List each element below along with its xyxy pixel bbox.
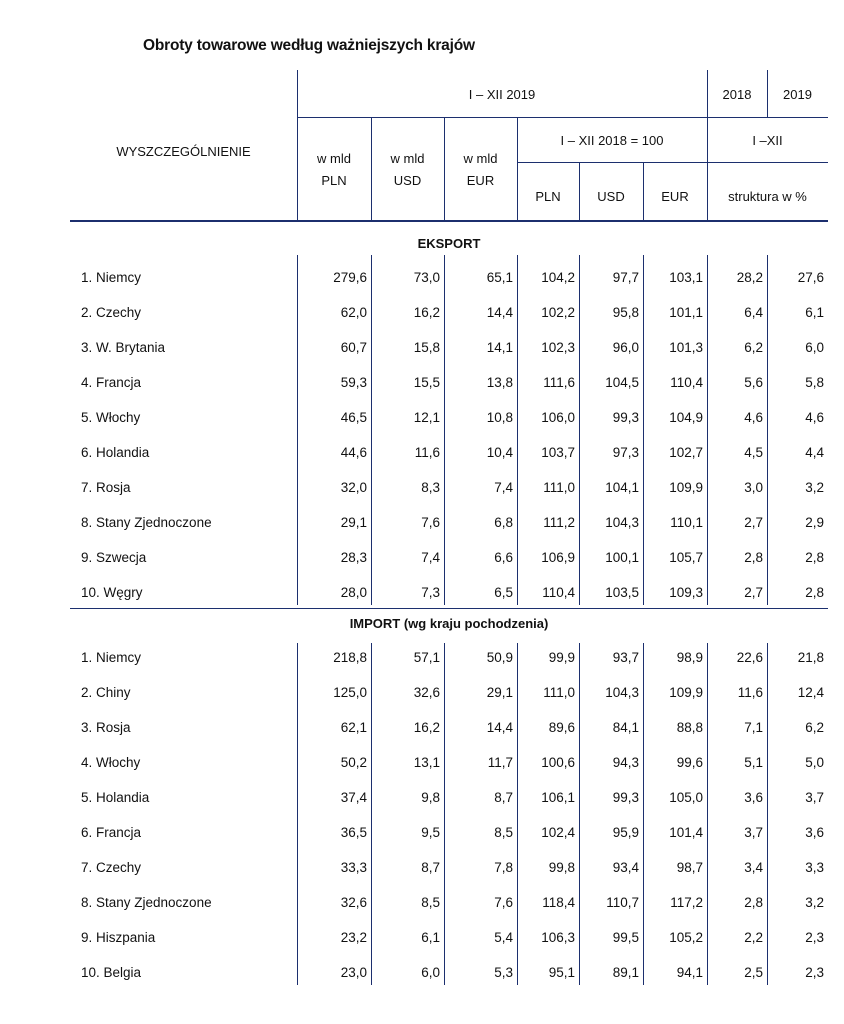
country-name: 8. Stany Zjednoczone: [81, 515, 212, 530]
column-divider: [517, 643, 518, 985]
table-row: [70, 685, 828, 705]
table-cell: 2,3: [805, 965, 824, 980]
table-cell: 6,6: [494, 550, 513, 565]
table-cell: 3,3: [805, 860, 824, 875]
header-value-eur: w mld EUR: [463, 151, 498, 188]
country-name: 5. Holandia: [81, 790, 150, 805]
table-cell: 102,7: [669, 445, 703, 460]
table-cell: 103,5: [605, 585, 639, 600]
table-cell: 125,0: [333, 685, 367, 700]
header-divider: [297, 70, 298, 220]
table-cell: 3,2: [805, 895, 824, 910]
table-cell: 14,1: [486, 340, 513, 355]
table-cell: 95,8: [612, 305, 639, 320]
table-row: [70, 445, 828, 465]
column-divider: [371, 255, 372, 605]
table-row: [70, 650, 828, 670]
table-cell: 11,7: [487, 755, 513, 770]
table-cell: 97,7: [612, 270, 639, 285]
table-cell: 7,6: [421, 515, 440, 530]
header-index-usd: USD: [597, 189, 625, 204]
column-divider: [643, 255, 644, 605]
table-cell: 93,4: [612, 860, 639, 875]
table-cell: 6,1: [421, 930, 440, 945]
table-cell: 21,8: [797, 650, 824, 665]
table-cell: 16,2: [413, 720, 440, 735]
table-cell: 100,1: [605, 550, 639, 565]
table-title: Obroty towarowe według ważniejszych krajów: [143, 37, 475, 54]
table-cell: 8,3: [421, 480, 440, 495]
table-cell: 111,2: [543, 515, 575, 530]
table-cell: 32,6: [340, 895, 367, 910]
country-name: 1. Niemcy: [81, 650, 142, 665]
country-name: 7. Czechy: [81, 860, 142, 875]
table-cell: 89,6: [548, 720, 575, 735]
table-cell: 89,1: [612, 965, 639, 980]
table-cell: 9,5: [421, 825, 440, 840]
table-cell: 6,8: [494, 515, 513, 530]
table-cell: 103,7: [541, 445, 575, 460]
table-cell: 218,8: [333, 650, 367, 665]
country-name: 10. Węgry: [81, 585, 143, 600]
table-cell: 2,8: [805, 550, 824, 565]
table-cell: 37,4: [340, 790, 367, 805]
table-row: [70, 755, 828, 775]
table-cell: 28,0: [340, 585, 367, 600]
header-divider: [371, 117, 372, 220]
table-cell: 28,3: [340, 550, 367, 565]
table-cell: 102,2: [541, 305, 575, 320]
table-cell: 2,9: [805, 515, 824, 530]
table-cell: 65,1: [486, 270, 513, 285]
table-cell: 3,6: [805, 825, 824, 840]
header-year-2018: 2018: [722, 87, 752, 102]
table-row: [70, 930, 828, 950]
table-row: [70, 375, 828, 395]
table-cell: 6,1: [805, 305, 824, 320]
table-cell: 7,4: [494, 480, 513, 495]
table-cell: 5,0: [805, 755, 824, 770]
table-cell: 111,6: [543, 375, 575, 390]
table-cell: 102,4: [541, 825, 575, 840]
table-cell: 105,0: [669, 790, 703, 805]
country-name: 7. Rosja: [81, 480, 131, 495]
column-divider: [371, 643, 372, 985]
country-name: 2. Czechy: [81, 305, 142, 320]
table-cell: 7,1: [744, 720, 763, 735]
table-cell: 5,3: [494, 965, 513, 980]
country-name: 5. Włochy: [81, 410, 141, 425]
table-cell: 2,8: [744, 895, 763, 910]
table-cell: 3,7: [744, 825, 763, 840]
table-cell: 104,2: [541, 270, 575, 285]
table-cell: 11,6: [737, 685, 763, 700]
table-cell: 57,1: [413, 650, 440, 665]
table-cell: 106,0: [541, 410, 575, 425]
table-cell: 23,0: [340, 965, 367, 980]
table-cell: 7,4: [421, 550, 440, 565]
table-row: [70, 790, 828, 810]
table-cell: 117,2: [670, 895, 703, 910]
column-divider: [444, 643, 445, 985]
country-name: 3. Rosja: [81, 720, 131, 735]
header-value-pln: w mld PLN: [317, 151, 351, 188]
table-cell: 4,6: [805, 410, 824, 425]
table-cell: 109,3: [669, 585, 703, 600]
table-cell: 10,8: [486, 410, 513, 425]
table-cell: 73,0: [413, 270, 440, 285]
section-separator: [70, 608, 828, 609]
table-cell: 5,8: [805, 375, 824, 390]
table-cell: 28,2: [736, 270, 763, 285]
table-cell: 110,7: [606, 895, 639, 910]
section-title: EKSPORT: [417, 236, 481, 251]
table-row: [70, 480, 828, 500]
table-cell: 11,6: [414, 445, 440, 460]
table-cell: 5,6: [744, 375, 763, 390]
column-divider: [579, 255, 580, 605]
header-value-usd: w mld USD: [390, 151, 425, 188]
table-row: [70, 860, 828, 880]
header-divider: [444, 117, 445, 220]
header-divider: [517, 117, 518, 220]
table-cell: 88,8: [676, 720, 703, 735]
table-cell: 111,0: [543, 685, 575, 700]
table-cell: 99,3: [612, 410, 639, 425]
header-structure-period: I –XII: [752, 133, 783, 148]
table-cell: 2,7: [744, 515, 763, 530]
table-cell: 99,5: [612, 930, 639, 945]
header-rule: [517, 162, 828, 163]
table-cell: 5,4: [494, 930, 513, 945]
table-cell: 60,7: [340, 340, 367, 355]
table-cell: 104,9: [669, 410, 703, 425]
table-cell: 50,9: [486, 650, 513, 665]
table-cell: 13,8: [486, 375, 513, 390]
table-cell: 6,0: [421, 965, 440, 980]
header-period: I – XII 2019: [468, 87, 536, 102]
table-cell: 102,3: [541, 340, 575, 355]
table-cell: 44,6: [340, 445, 367, 460]
table-cell: 7,3: [421, 585, 440, 600]
table-cell: 109,9: [669, 685, 703, 700]
table-row: [70, 895, 828, 915]
column-divider: [297, 255, 298, 605]
table-cell: 104,3: [605, 685, 639, 700]
table-cell: 101,1: [669, 305, 703, 320]
header-index-base: I – XII 2018 = 100: [560, 133, 664, 148]
table-cell: 93,7: [612, 650, 639, 665]
table-cell: 46,5: [340, 410, 367, 425]
table-cell: 2,8: [805, 585, 824, 600]
table-row: [70, 305, 828, 325]
country-name: 1. Niemcy: [81, 270, 142, 285]
table-cell: 3,2: [805, 480, 824, 495]
country-name: 9. Hiszpania: [81, 930, 156, 945]
table-cell: 104,1: [605, 480, 639, 495]
table-cell: 101,4: [669, 825, 703, 840]
table-cell: 29,1: [340, 515, 367, 530]
section-title: IMPORT (wg kraju pochodzenia): [349, 616, 549, 631]
table-cell: 50,2: [340, 755, 367, 770]
column-divider: [767, 643, 768, 985]
table-cell: 4,6: [744, 410, 763, 425]
table-cell: 99,3: [612, 790, 639, 805]
table-cell: 16,2: [413, 305, 440, 320]
table-cell: 99,6: [676, 755, 703, 770]
table-cell: 94,1: [676, 965, 703, 980]
table-cell: 8,5: [421, 895, 440, 910]
table-cell: 4,4: [805, 445, 824, 460]
table-cell: 110,1: [670, 515, 703, 530]
table-cell: 3,7: [805, 790, 824, 805]
table-cell: 105,7: [669, 550, 703, 565]
table-cell: 29,1: [486, 685, 513, 700]
table-row: [70, 270, 828, 290]
country-name: 4. Włochy: [81, 755, 141, 770]
column-divider: [707, 255, 708, 605]
table-cell: 6,4: [744, 305, 763, 320]
table-cell: 62,1: [340, 720, 367, 735]
table-cell: 111,0: [543, 480, 575, 495]
table-cell: 5,1: [744, 755, 763, 770]
table-cell: 104,3: [605, 515, 639, 530]
table-cell: 12,4: [797, 685, 824, 700]
table-cell: 95,9: [612, 825, 639, 840]
table-row: [70, 340, 828, 360]
table-cell: 33,3: [340, 860, 367, 875]
table-cell: 13,1: [413, 755, 440, 770]
header-index-pln: PLN: [535, 189, 561, 204]
column-divider: [707, 643, 708, 985]
header-bottom-rule: [70, 220, 828, 222]
table-cell: 9,8: [421, 790, 440, 805]
table-cell: 99,8: [548, 860, 575, 875]
table-cell: 62,0: [340, 305, 367, 320]
table-cell: 101,3: [669, 340, 703, 355]
table-cell: 2,2: [744, 930, 763, 945]
table-cell: 4,5: [744, 445, 763, 460]
table-cell: 118,4: [542, 895, 575, 910]
table-cell: 6,2: [744, 340, 763, 355]
header-index-eur: EUR: [661, 189, 689, 204]
table-cell: 109,9: [669, 480, 703, 495]
table-cell: 8,7: [421, 860, 440, 875]
table-cell: 14,4: [486, 720, 513, 735]
table-cell: 104,5: [605, 375, 639, 390]
table-cell: 14,4: [486, 305, 513, 320]
table-row: [70, 965, 828, 985]
column-divider: [297, 643, 298, 985]
table-cell: 2,7: [744, 585, 763, 600]
table-cell: 2,3: [805, 930, 824, 945]
table-cell: 27,6: [797, 270, 824, 285]
header-divider: [707, 70, 708, 220]
header-year-2019: 2019: [783, 87, 812, 102]
header-structure-label: struktura w %: [728, 189, 807, 204]
table-cell: 59,3: [340, 375, 367, 390]
column-divider: [767, 255, 768, 605]
column-divider: [643, 643, 644, 985]
table-cell: 32,6: [413, 685, 440, 700]
table-row: [70, 515, 828, 535]
table-cell: 12,1: [413, 410, 440, 425]
table-cell: 23,2: [340, 930, 367, 945]
country-name: 9. Szwecja: [81, 550, 147, 565]
table-cell: 2,5: [744, 965, 763, 980]
table-cell: 99,9: [548, 650, 575, 665]
column-divider: [579, 643, 580, 985]
country-name: 3. W. Brytania: [81, 340, 166, 355]
table-cell: 8,7: [494, 790, 513, 805]
country-name: 10. Belgia: [81, 965, 142, 980]
table-cell: 22,6: [736, 650, 763, 665]
table-row: [70, 410, 828, 430]
country-name: 6. Holandia: [81, 445, 150, 460]
table-cell: 98,7: [676, 860, 703, 875]
header-divider: [767, 70, 768, 117]
table-cell: 94,3: [612, 755, 639, 770]
header-divider: [579, 162, 580, 220]
table-cell: 106,9: [541, 550, 575, 565]
table-cell: 3,4: [744, 860, 763, 875]
country-name: 8. Stany Zjednoczone: [81, 895, 212, 910]
country-name: 6. Francja: [81, 825, 142, 840]
table-cell: 106,3: [541, 930, 575, 945]
table-cell: 7,6: [494, 895, 513, 910]
table-cell: 8,5: [494, 825, 513, 840]
table-cell: 2,8: [744, 550, 763, 565]
table-cell: 10,4: [486, 445, 513, 460]
table-cell: 110,4: [542, 585, 575, 600]
table-cell: 15,5: [413, 375, 440, 390]
table-cell: 6,0: [805, 340, 824, 355]
table-cell: 6,5: [494, 585, 513, 600]
column-divider: [517, 255, 518, 605]
header-divider: [643, 162, 644, 220]
table-cell: 15,8: [413, 340, 440, 355]
table-cell: 97,3: [612, 445, 639, 460]
table-row: [70, 825, 828, 845]
table-cell: 32,0: [340, 480, 367, 495]
table-cell: 7,8: [494, 860, 513, 875]
header-rule: [297, 117, 828, 118]
column-divider: [444, 255, 445, 605]
table-cell: 110,4: [670, 375, 703, 390]
table-cell: 96,0: [612, 340, 639, 355]
table-cell: 3,0: [744, 480, 763, 495]
table-cell: 98,9: [676, 650, 703, 665]
table-row: [70, 585, 828, 605]
table-cell: 103,1: [669, 270, 703, 285]
table-cell: 95,1: [548, 965, 575, 980]
table-cell: 106,1: [541, 790, 575, 805]
country-name: 2. Chiny: [81, 685, 131, 700]
table-cell: 6,2: [805, 720, 824, 735]
table-cell: 105,2: [669, 930, 703, 945]
header-stub: WYSZCZEGÓLNIENIE: [116, 144, 251, 159]
table-cell: 3,6: [744, 790, 763, 805]
table-row: [70, 720, 828, 740]
table-cell: 100,6: [541, 755, 575, 770]
table-cell: 36,5: [340, 825, 367, 840]
table-row: [70, 550, 828, 570]
table-cell: 279,6: [333, 270, 367, 285]
table-cell: 84,1: [612, 720, 639, 735]
country-name: 4. Francja: [81, 375, 142, 390]
